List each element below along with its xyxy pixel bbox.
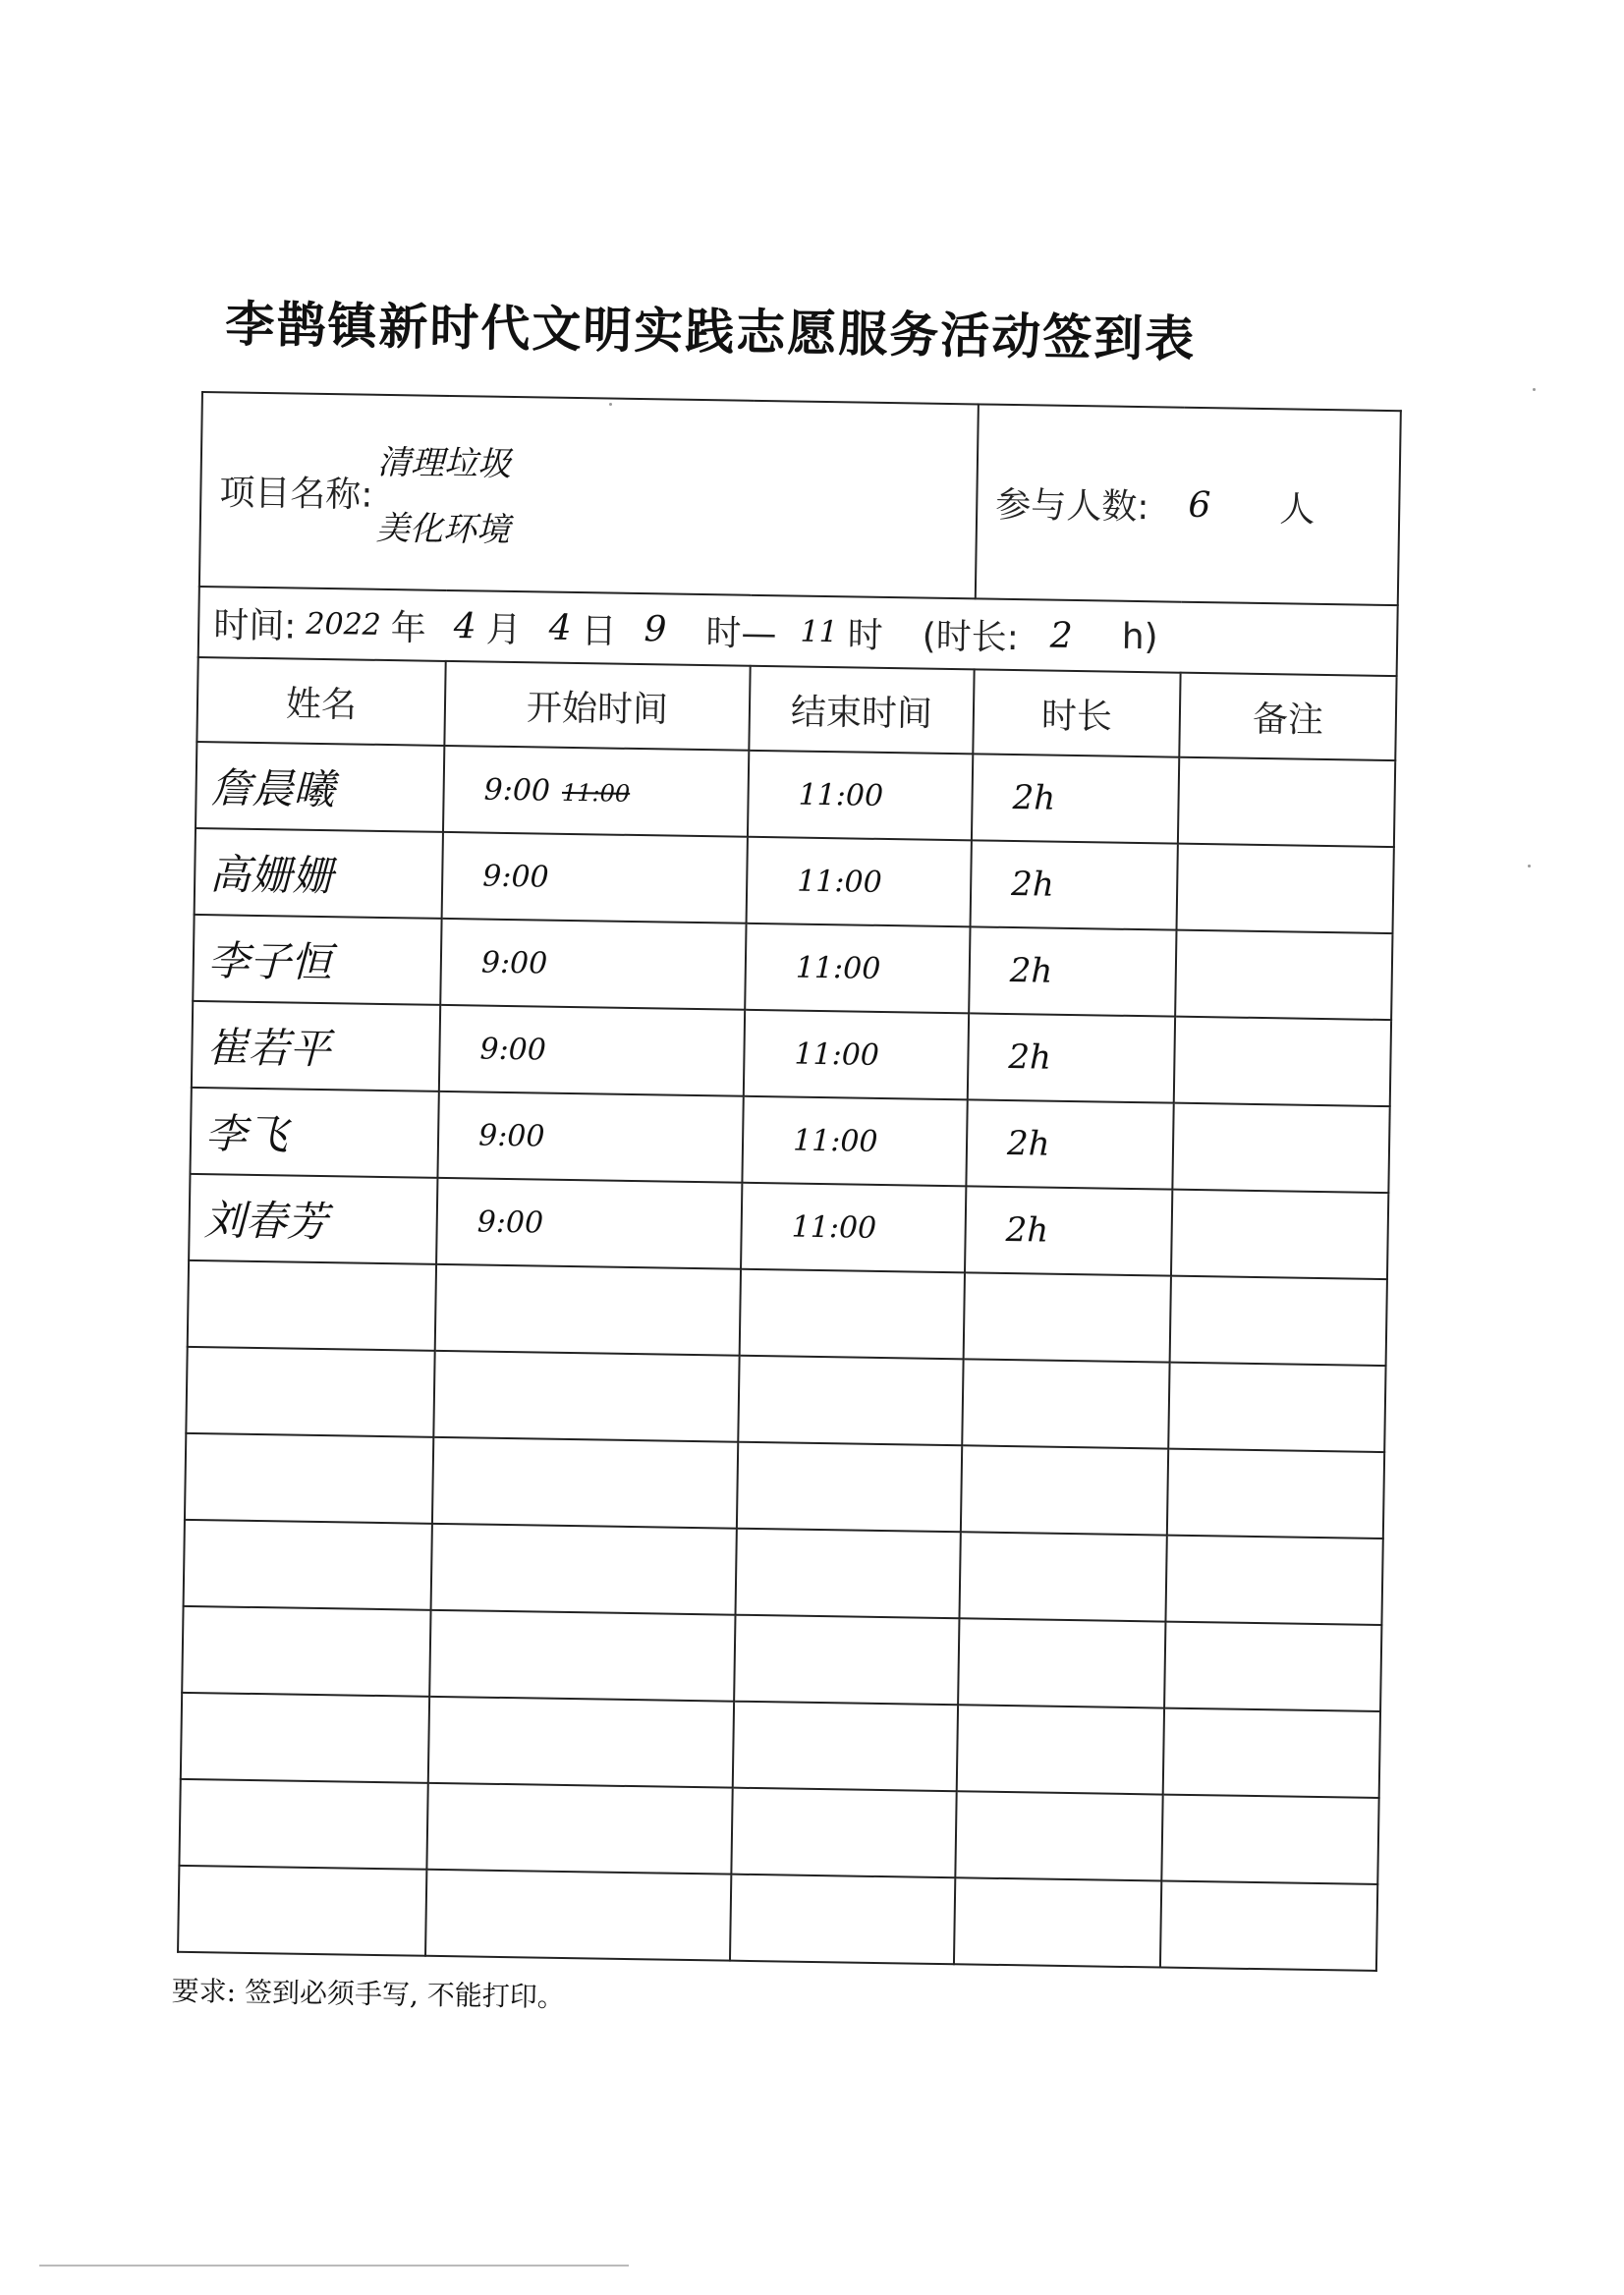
empty-cell [188,1260,436,1351]
volunteer-signature: 刘春芳 [203,1196,329,1247]
start-time-cell [437,1092,743,1183]
empty-cell [178,1866,426,1956]
document-title: 李鹊镇新时代文明实践志愿服务活动签到表 [224,295,1197,368]
start-time-value: 9:00 [480,945,548,981]
empty-cell [1165,1536,1382,1625]
empty-cell [433,1351,739,1442]
duration-cell [965,1186,1172,1275]
empty-cell [1167,1449,1384,1539]
time-month-unit: 月 [485,609,522,650]
empty-cell [186,1347,434,1437]
empty-cell [185,1433,433,1524]
start-time-cell [442,832,748,924]
sign-in-table-container [177,391,1400,1972]
time-label: 时间: [212,604,297,647]
scan-edge-line [39,2265,629,2267]
empty-cell [738,1356,963,1446]
start-time-struck-value: 11:00 [561,778,631,808]
project-info-row [199,392,1401,605]
empty-cell [432,1437,738,1529]
signature-cell [193,915,441,1005]
duration-unit: h) [1121,616,1158,657]
note-cell [1178,757,1395,847]
empty-cell [1161,1795,1378,1884]
sign-in-rows [178,742,1395,1971]
empty-cell [429,1610,735,1702]
column-header-end-time: 结束时间 [749,666,974,755]
empty-cell [179,1779,427,1870]
empty-cell [425,1870,731,1961]
time-start-hour: 9 [644,608,667,649]
empty-cell [961,1445,1168,1535]
signature-cell [195,828,443,919]
note-cell [1175,930,1392,1020]
empty-cell [962,1359,1169,1448]
time-month: 4 [453,605,477,646]
empty-cell [733,1702,958,1792]
signature-cell [190,1088,438,1178]
time-year-unit: 年 [390,607,427,649]
project-name-line1: 清理垃圾 [376,442,512,484]
empty-cell [184,1520,432,1610]
empty-cell [426,1783,732,1875]
start-time-value: 9:00 [482,859,549,895]
end-time-cell [747,837,972,927]
empty-cell [730,1875,955,1965]
empty-cell [957,1705,1164,1794]
start-time-cell [436,1178,742,1269]
volunteer-signature: 李子恒 [207,936,333,987]
duration-value-cell: 2h [1008,1036,1052,1078]
empty-cell [964,1272,1171,1362]
volunteer-signature: 李飞 [204,1109,289,1159]
column-header-note: 备注 [1179,673,1396,760]
empty-cell [1164,1622,1381,1711]
footer-requirement-note: 要求: 签到必须手写, 不能打印。 [171,1974,566,2014]
project-name-handwriting [376,435,512,551]
empty-cell [734,1615,959,1706]
duration-value-cell: 2h [1006,1123,1050,1164]
participants-label: 参与人数: [994,484,1149,528]
time-day: 4 [548,607,572,648]
end-time-value: 11:00 [795,950,881,986]
empty-cell [1170,1276,1387,1366]
start-time-value: 9:00 [483,772,551,809]
empty-cell [954,1877,1161,1967]
empty-cell [435,1264,741,1356]
time-end-unit: 时 [847,614,883,656]
sign-in-table [177,391,1402,1972]
project-name-line2: 美化环境 [375,508,511,550]
duration-value-cell: 2h [1005,1209,1049,1251]
end-time-value: 11:00 [794,1036,880,1073]
duration-cell [972,754,1179,843]
column-header-duration: 时长 [973,669,1180,756]
empty-cell [431,1524,737,1615]
volunteer-signature: 詹晨曦 [210,763,336,814]
duration-cell [968,1013,1175,1102]
duration-value-cell: 2h [1010,865,1055,905]
end-time-cell [748,751,973,841]
empty-cell [959,1532,1166,1621]
empty-cell [736,1529,961,1619]
scan-speck [609,403,612,406]
signature-cell [192,1001,440,1092]
end-time-value: 11:00 [792,1123,878,1159]
duration-value-cell: 2h [1012,778,1056,818]
time-end-hour: 11 [800,614,838,649]
participants-unit: 人 [1278,488,1316,531]
end-time-value: 11:00 [791,1209,877,1246]
empty-cell [740,1269,965,1360]
end-time-cell [742,1096,967,1187]
volunteer-signature: 崔若平 [206,1023,331,1074]
end-time-cell [741,1183,966,1273]
empty-cell [731,1788,956,1878]
participants-cell [976,404,1401,605]
empty-cell [737,1442,962,1533]
empty-cell [181,1693,429,1783]
duration-value-cell: 2h [1009,951,1053,991]
empty-cell [1160,1881,1377,1971]
participants-count: 6 [1188,484,1211,526]
time-day-unit: 日 [581,610,617,652]
signature-cell [196,742,444,832]
empty-cell [182,1606,430,1697]
empty-cell [1163,1708,1380,1798]
start-time-value: 9:00 [479,1032,547,1068]
scan-speck [1528,865,1531,868]
project-name-label: 项目名称: [219,472,373,516]
column-header-start-time: 开始时间 [444,661,750,751]
start-time-cell [443,746,749,837]
duration-cell [966,1099,1173,1189]
start-time-cell [440,919,746,1010]
end-time-cell [744,1010,969,1100]
empty-cell [428,1697,734,1788]
column-header-name: 姓名 [196,657,445,746]
duration-label: (时长: [922,616,1020,658]
volunteer-signature: 高姗姗 [208,850,334,901]
end-time-value: 11:00 [798,777,884,813]
start-time-cell [439,1005,745,1096]
time-start-unit: 时— [705,612,777,654]
note-cell [1172,1103,1389,1193]
empty-cell [955,1791,1162,1880]
empty-table-row [178,1866,1377,1971]
empty-cell [1168,1363,1385,1452]
duration-cell [971,840,1178,929]
note-cell [1171,1190,1388,1279]
signature-cell [189,1174,437,1264]
end-time-value: 11:00 [796,864,882,900]
start-time-value: 9:00 [476,1204,544,1241]
empty-cell [958,1618,1165,1707]
start-time-value: 9:00 [477,1118,545,1154]
duration-cell [969,926,1176,1016]
time-year: 2022 [306,606,382,643]
duration-value: 2 [1049,615,1074,656]
end-time-cell [745,924,970,1014]
note-cell [1177,844,1394,933]
project-name-cell [199,392,979,598]
note-cell [1174,1017,1391,1106]
scan-speck [1533,388,1536,391]
